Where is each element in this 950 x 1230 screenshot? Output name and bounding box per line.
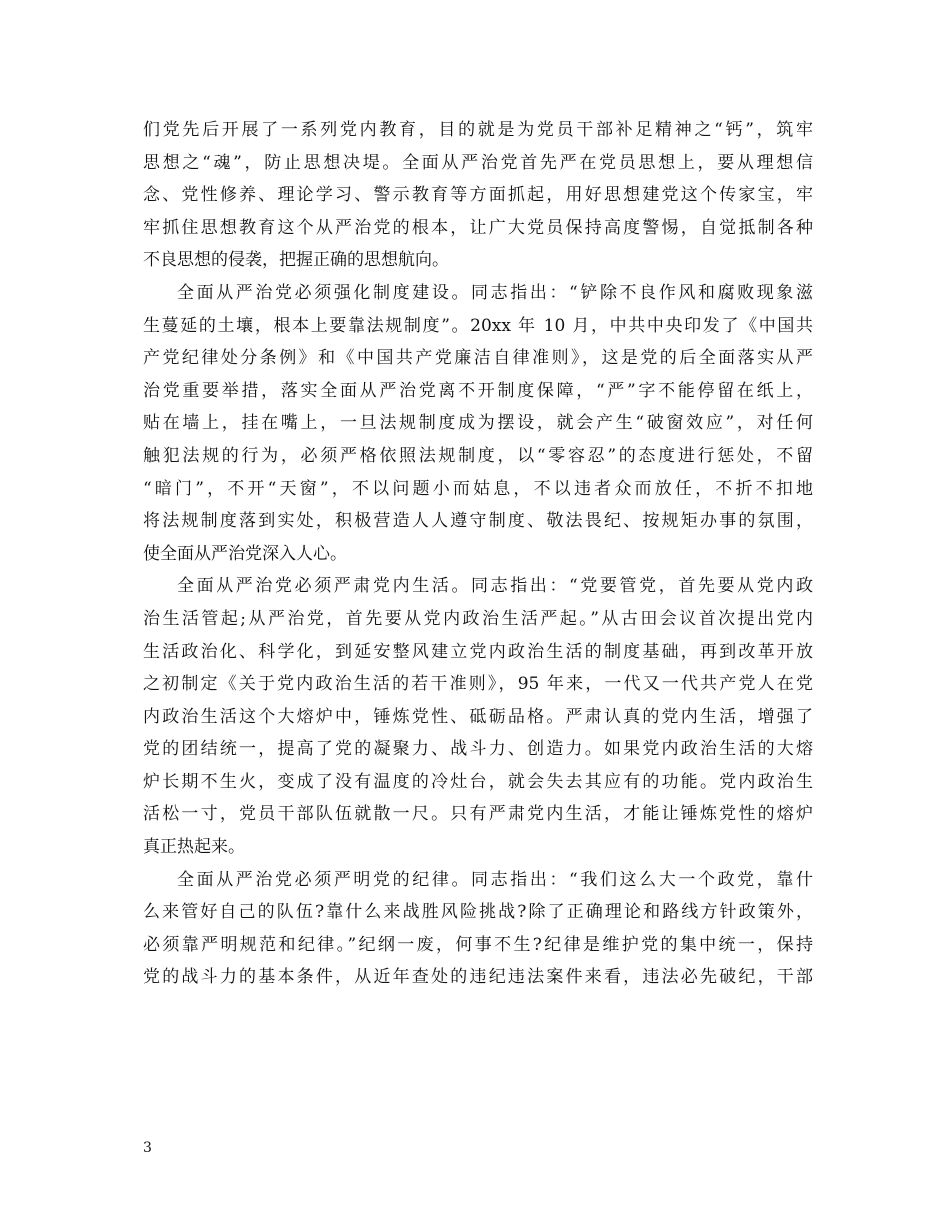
- text-line-25: 么来管好自己的队伍?靠什么来战胜风险挑战?除了正确理论和路线方针政策外，: [143, 902, 813, 923]
- paragraph-start-institution: 全面从严治党必须强化制度建设。同志指出：“铲除不良作风和腐败现象滋: [177, 282, 813, 303]
- body-text: [143, 114, 813, 994]
- text-line-2: 思想之“魂”，防止思想决堤。全面从严治党首先严在党员思想上，要从理想信: [143, 152, 813, 173]
- text-line-14: 使全面从严治党深入人心。: [143, 543, 347, 564]
- text-line-8: 产党纪律处分条例》和《中国共产党廉洁自律准则》，这是党的后全面落实从严: [143, 348, 813, 369]
- text-line-19: 内政治生活这个大熔炉中，锤炼党性、砥砺品格。严肃认真的党内生活，增强了: [143, 706, 813, 727]
- text-line-18: 之初制定《关于党内政治生活的若干准则》，95 年来，一代又一代共产党人在党: [143, 674, 813, 695]
- paragraph-start-discipline: 全面从严治党必须严明党的纪律。同志指出：“我们这么大一个政党，靠什: [177, 869, 813, 890]
- text-line-3: 念、党性修养、理论学习、警示教育等方面抓起，用好思想建党这个传家宝，牢: [143, 185, 813, 206]
- page-number: 3: [143, 1140, 152, 1156]
- text-line-23: 真正热起来。: [143, 837, 245, 858]
- paragraph-start-party-life: 全面从严治党必须严肃党内生活。同志指出：“党要管党，首先要从党内政: [177, 576, 813, 597]
- text-line-12: “暗门”，不开“天窗”，不以问题小而姑息，不以违者众而放任，不折不扣地: [143, 478, 813, 499]
- text-line-26: 必须靠严明规范和纪律。”纪纲一废，何事不生?纪律是维护党的集中统一，保持: [143, 934, 813, 955]
- text-line-11: 触犯法规的行为，必须严格依照法规制度，以“零容忍”的态度进行惩处，不留: [143, 445, 813, 466]
- text-line-16: 治生活管起;从严治党，首先要从党内政治生活严起。”从古田会议首次提出党内: [143, 608, 813, 629]
- text-line-20: 党的团结统一，提高了党的凝聚力、战斗力、创造力。如果党内政治生活的大熔: [143, 739, 813, 760]
- text-line-10: 贴在墙上，挂在嘴上，一旦法规制度成为摆设，就会产生“破窗效应”，对任何: [143, 413, 813, 434]
- text-line-1: 们党先后开展了一系列党内教育，目的就是为党员干部补足精神之“钙”，筑牢: [143, 120, 813, 140]
- text-line-17: 生活政治化、科学化，到延安整风建立党内政治生活的制度基础，再到改革开放: [143, 641, 813, 662]
- text-line-21: 炉长期不生火，变成了没有温度的冷灶台，就会失去其应有的功能。党内政治生: [143, 771, 813, 792]
- text-line-27: 党的战斗力的基本条件，从近年查处的违纪违法案件来看，违法必先破纪，干部: [143, 967, 813, 988]
- text-line-13: 将法规制度落到实处，积极营造人人遵守制度、敬法畏纪、按规矩办事的氛围，: [143, 511, 813, 532]
- text-line-22: 活松一寸，党员干部队伍就散一尺。只有严肃党内生活，才能让锤炼党性的熔炉: [143, 804, 813, 825]
- text-line-5: 不良思想的侵袭，把握正确的思想航向。: [143, 250, 449, 271]
- text-line-9: 治党重要举措，落实全面从严治党离不开制度保障，“严”字不能停留在纸上，: [143, 380, 813, 401]
- text-line-4: 牢抓住思想教育这个从严治党的根本，让广大党员保持高度警惕，自觉抵制各种: [143, 217, 813, 238]
- text-line-7: 生蔓延的土壤，根本上要靠法规制度”。20xx 年 10 月，中共中央印发了《中国共: [143, 315, 813, 336]
